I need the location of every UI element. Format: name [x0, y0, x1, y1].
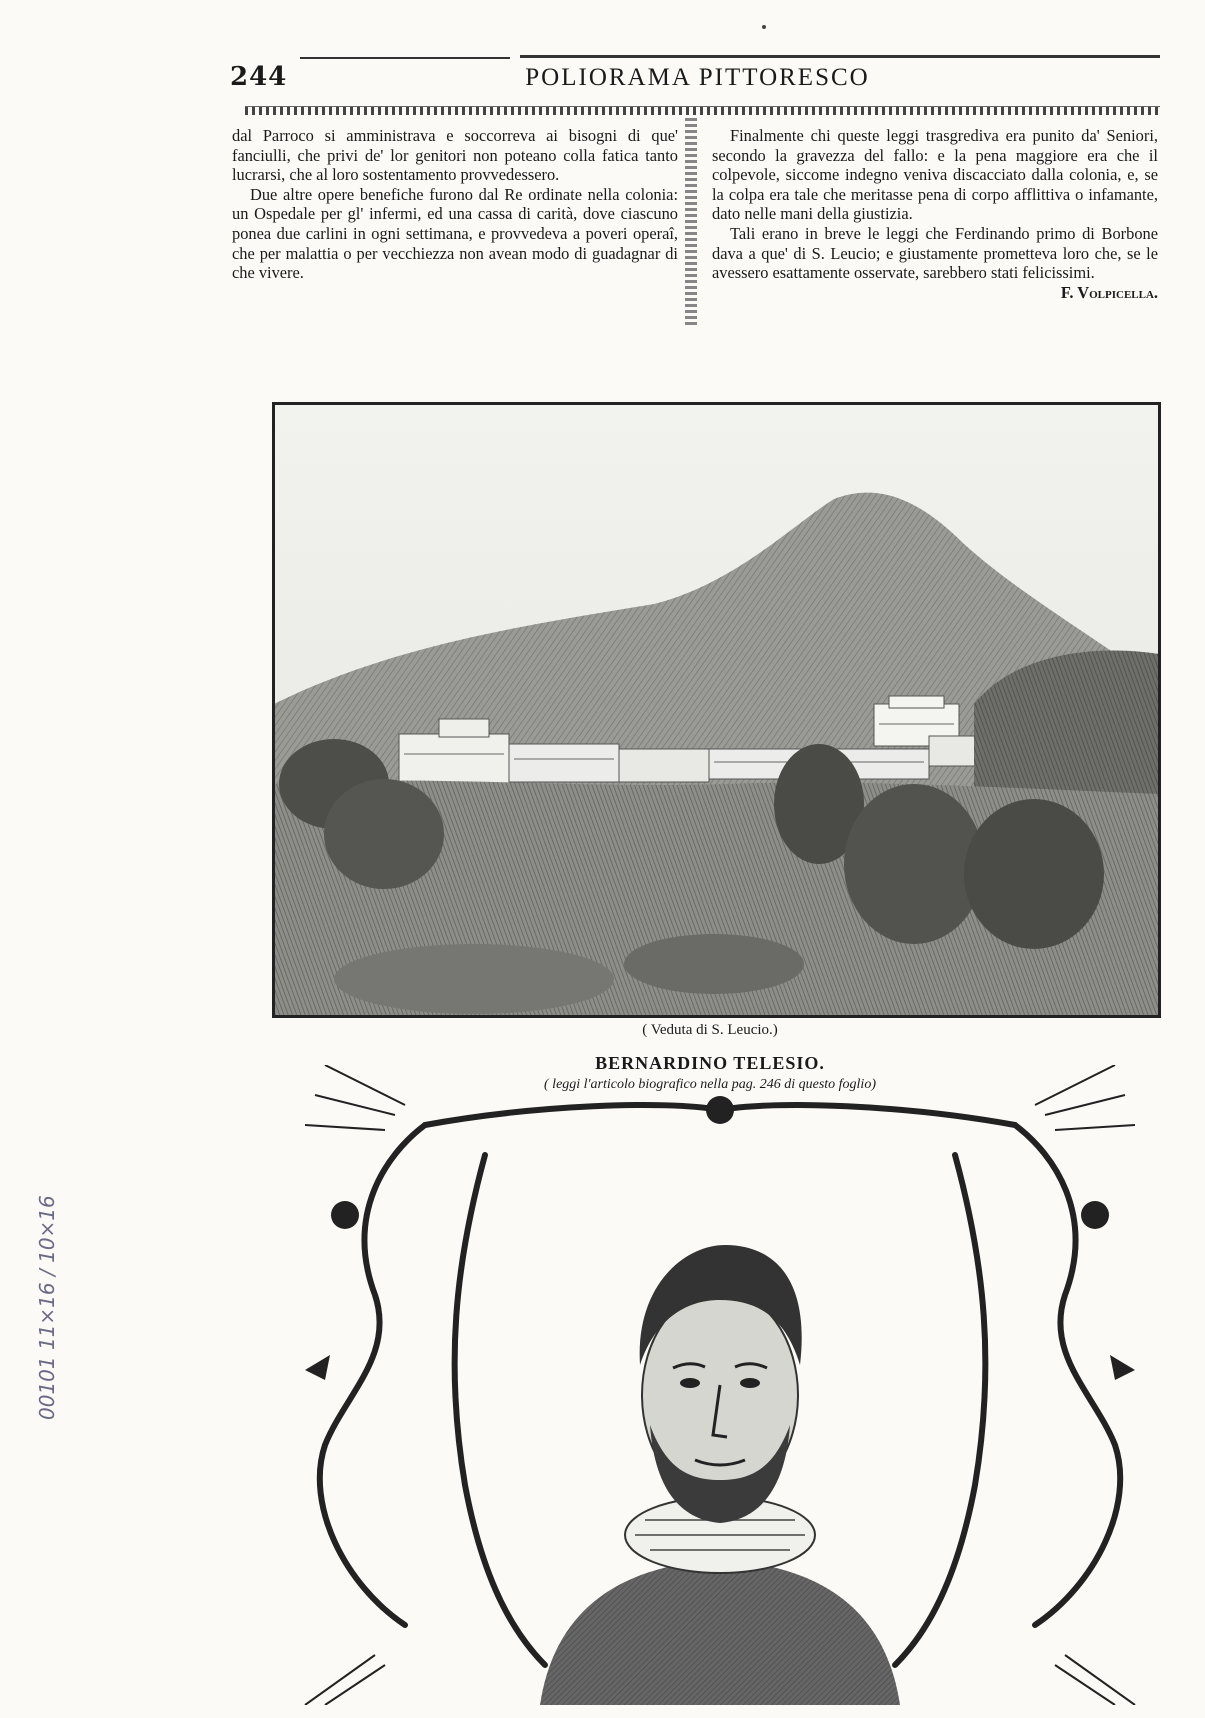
right-column — [712, 126, 1158, 302]
portrait-title: BERNARDINO TELESIO. — [595, 1053, 825, 1073]
right-paragraph-2-text: Tali erano in breve le leggi che Ferdinando primo di Borbone dava a que' di S. Leucio; e giustamente prometteva loro che, se le avessero esattamente osservate, sarebbero stati felicissimi. — [712, 223, 1158, 283]
landscape-engraving — [272, 402, 1161, 1018]
column-divider — [685, 118, 697, 328]
left-column — [232, 126, 678, 283]
right-paragraph-1: Finalmente chi queste leggi trasgrediva era punito da' Seniori, secondo la gravezza del fallo: e la pena maggiore era che il colpevole, siccome indegno veniva discacciato dalla colonia, e, se la colpa era tale che meritasse pena di corpo afflittiva o infamante, dato nelle mani della giustizia. — [712, 126, 1158, 224]
telesio-portrait — [285, 1065, 1155, 1705]
left-paragraph-2: Due altre opere benefiche furono dal Re ordinate nella colonia: un Ospedale per gl' infermi, ed una cassa di carità, dove ciascuno ponea due carlini in ogni settimana, e provvedeva a poveri operaî, che per malattia o per vecchiezza non avean modo di guadagnar di che vivere. — [232, 184, 678, 283]
page-number: 244 — [230, 62, 288, 92]
right-paragraph-2 — [712, 224, 1158, 283]
top-rule-right — [520, 55, 1160, 58]
page-header — [230, 62, 1165, 98]
decorative-rule — [245, 106, 1160, 115]
ink-speck — [762, 25, 766, 29]
san-leucio-view-illustration — [274, 404, 1159, 1016]
author-signature — [712, 283, 1158, 303]
publication-title: POLIORAMA PITTORESCO — [525, 64, 870, 91]
engraving-caption: ( Veduta di S. Leucio.) — [642, 1022, 778, 1038]
top-rule-left — [300, 57, 510, 59]
left-paragraph-1: dal Parroco si amministrava e soccorreva ai bisogni di que' fanciulli, che privi de' lor genitori non poteano colla fatica tanto lucrarsi, che al loro sostentamento provvedessero. — [232, 126, 678, 185]
handwritten-margin-note: 00101 11×16 / 10×16 — [35, 1195, 59, 1420]
portrait-note: ( leggi l'articolo biografico nella pag. 246 di questo foglio) — [544, 1077, 876, 1092]
author-name: F. Volpicella. — [1060, 282, 1158, 302]
ornate-portrait-frame — [285, 1065, 1155, 1705]
